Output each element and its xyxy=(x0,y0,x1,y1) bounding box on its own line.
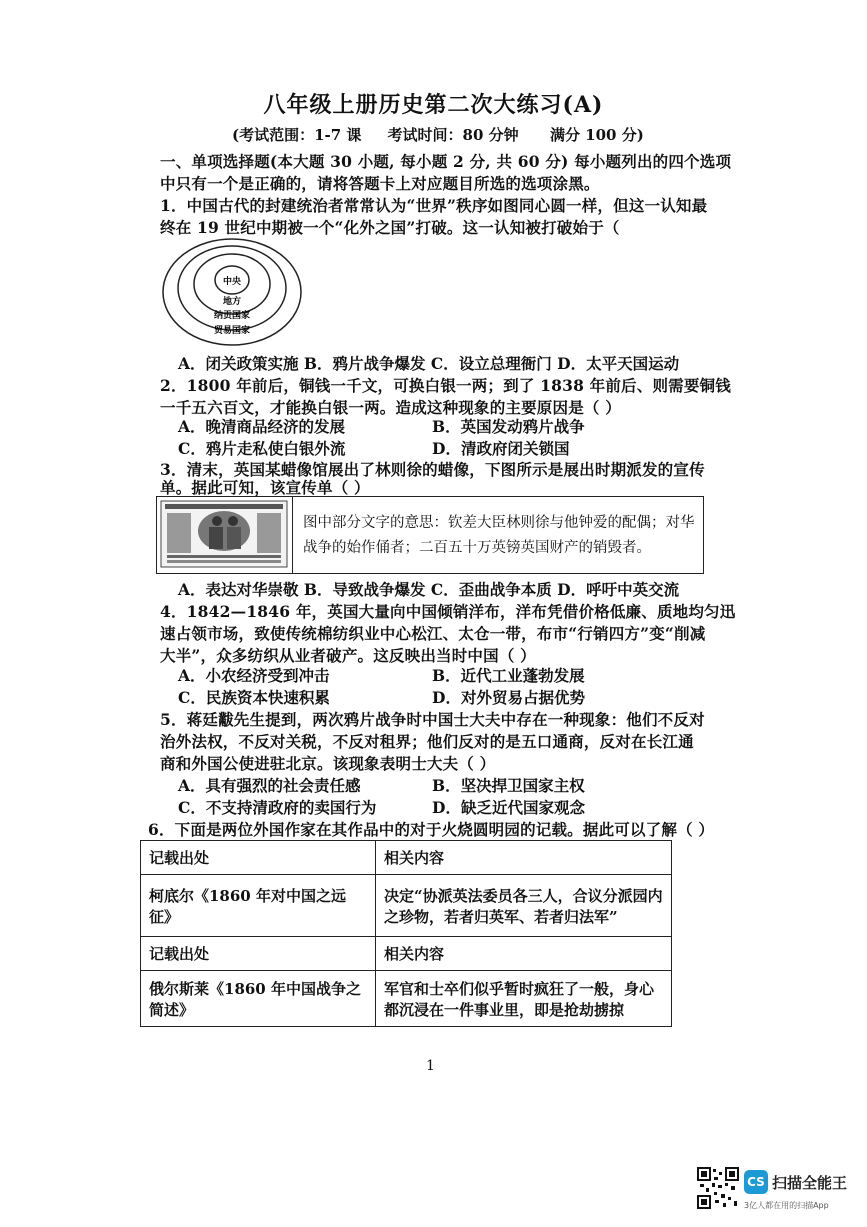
q1-stem-line2: 终在 19 世纪中期被一个“化外之国”打破。这一认知被打破始于（ xyxy=(160,218,620,237)
table-cell: 记载出处 xyxy=(141,841,376,875)
q5-option-d: D．缺乏近代国家观念 xyxy=(432,798,585,817)
section-heading-line1: 一、单项选择题(本大题 30 小题, 每小题 2 分, 共 60 分) 每小题列出的四个选项 xyxy=(160,152,732,171)
q5-option-b: B．坚决捍卫国家主权 xyxy=(432,776,585,795)
wax-museum-flyer-image xyxy=(157,497,293,573)
section-heading-line2: 中只有一个是正确的，请将答题卡上对应题目所选的选项涂黑。 xyxy=(160,174,600,193)
q5-stem-line2: 治外法权，不反对关税，不反对租界；他们反对的是五口通商，反对在长江通 xyxy=(160,732,694,751)
camscanner-logo: CS xyxy=(744,1170,768,1194)
circle-label-trade: 贸易国家 xyxy=(213,326,251,336)
q4-option-b: B．近代工业蓬勃发展 xyxy=(432,666,585,685)
q5-stem-line3: 商和外国公使进驻北京。该现象表明士大夫（ ） xyxy=(160,754,496,773)
q1-options: A．闭关政策实施 B．鸦片战争爆发 C．设立总理衙门 D．太平天国运动 xyxy=(178,354,680,373)
table-cell: 军官和士卒们似乎暂时疯狂了一般，身心都沉浸在一件事业里，即是抢劫掳掠 xyxy=(376,971,672,1027)
table-row xyxy=(141,937,672,971)
q6-stem-line1: 6．下面是两位外国作家在其作品中的对于火烧圆明园的记载。据此可以了解（ ） xyxy=(148,820,715,839)
q2-option-b: B．英国发动鸦片战争 xyxy=(432,417,585,436)
q2-option-d: D．清政府闭关锁国 xyxy=(432,439,570,458)
table-cell: 记载出处 xyxy=(141,937,376,971)
circle-label-tributary: 纳贡国家 xyxy=(213,311,251,321)
concentric-circles-diagram xyxy=(162,238,302,346)
scanner-brand-name: 扫描全能王 xyxy=(772,1174,848,1192)
q3-source-box xyxy=(156,496,704,574)
table-row xyxy=(141,971,672,1027)
circle-label-center: 中央 xyxy=(222,277,242,287)
table-row xyxy=(141,841,672,875)
q2-option-a: A．晚清商品经济的发展 xyxy=(178,417,346,436)
circle-label-local: 地方 xyxy=(222,297,242,307)
q4-stem-line2: 速占领市场，致使传统棉纺织业中心松江、太仓一带，布市“行销四方”变“削减 xyxy=(160,624,706,643)
q3-options: A．表达对华崇敬 B．导致战争爆发 C．歪曲战争本质 D．呼吁中英交流 xyxy=(178,580,680,599)
q2-stem-line1: 2．1800 年前后，铜钱一千文，可换白银一两；到了 1838 年前后、则需要铜钱 xyxy=(160,376,731,395)
page-title: 八年级上册历史第二次大练习(A) xyxy=(263,92,604,118)
table-cell: 柯底尔《1860 年对中国之远征》 xyxy=(141,875,376,937)
table-cell: 相关内容 xyxy=(376,937,672,971)
qr-code-icon xyxy=(697,1167,739,1209)
scanner-brand-tagline: 3亿人都在用的扫描App xyxy=(744,1201,829,1210)
q4-stem-line3: 大半”，众多纺织从业者破产。这反映出当时中国（ ） xyxy=(160,646,536,665)
q4-option-c: C．民族资本快速积累 xyxy=(178,688,330,707)
q6-records-table xyxy=(140,840,672,1027)
q1-stem-line1: 1．中国古代的封建统治者常常认为“世界”秩序如图同心圆一样，但这一认知最 xyxy=(160,196,708,215)
q2-option-c: C．鸦片走私使白银外流 xyxy=(178,439,346,458)
q4-option-d: D．对外贸易占据优势 xyxy=(432,688,585,707)
table-cell: 俄尔斯莱《1860 年中国战争之简述》 xyxy=(141,971,376,1027)
q5-option-c: C．不支持清政府的卖国行为 xyxy=(178,798,377,817)
q3-stem-line1: 3．清末，英国某蜡像馆展出了林则徐的蜡像，下图所示是展出时期派发的宣传 xyxy=(160,460,705,479)
table-row xyxy=(141,875,672,937)
q5-stem-line1: 5．蒋廷黻先生提到，两次鸦片战争时中国士大夫中存在一种现象：他们不反对 xyxy=(160,710,705,729)
table-cell: 相关内容 xyxy=(376,841,672,875)
page-number: 1 xyxy=(426,1058,435,1074)
table-cell: 决定“协派英法委员各三人，合议分派园内之珍物，若者归英军、若者归法军” xyxy=(376,875,672,937)
q4-option-a: A．小农经济受到冲击 xyxy=(178,666,330,685)
q3-box-text: 图中部分文字的意思：钦差大臣林则徐与他钟爱的配偶；对华战争的始作俑者；二百五十万英镑英国财产的销毁者。 xyxy=(303,515,695,556)
exam-info: (考试范围：1-7 课 考试时间：80 分钟 满分 100 分) xyxy=(232,126,644,144)
q5-option-a: A．具有强烈的社会责任感 xyxy=(178,776,361,795)
q2-stem-line2: 一千五六百文，才能换白银一两。造成这种现象的主要原因是（ ） xyxy=(160,398,621,417)
q3-stem-line2: 单。据此可知，该宣传单（ ） xyxy=(160,478,370,497)
q4-stem-line1: 4．1842—1846 年，英国大量向中国倾销洋布，洋布凭借价格低廉、质地均匀迅 xyxy=(160,602,736,621)
